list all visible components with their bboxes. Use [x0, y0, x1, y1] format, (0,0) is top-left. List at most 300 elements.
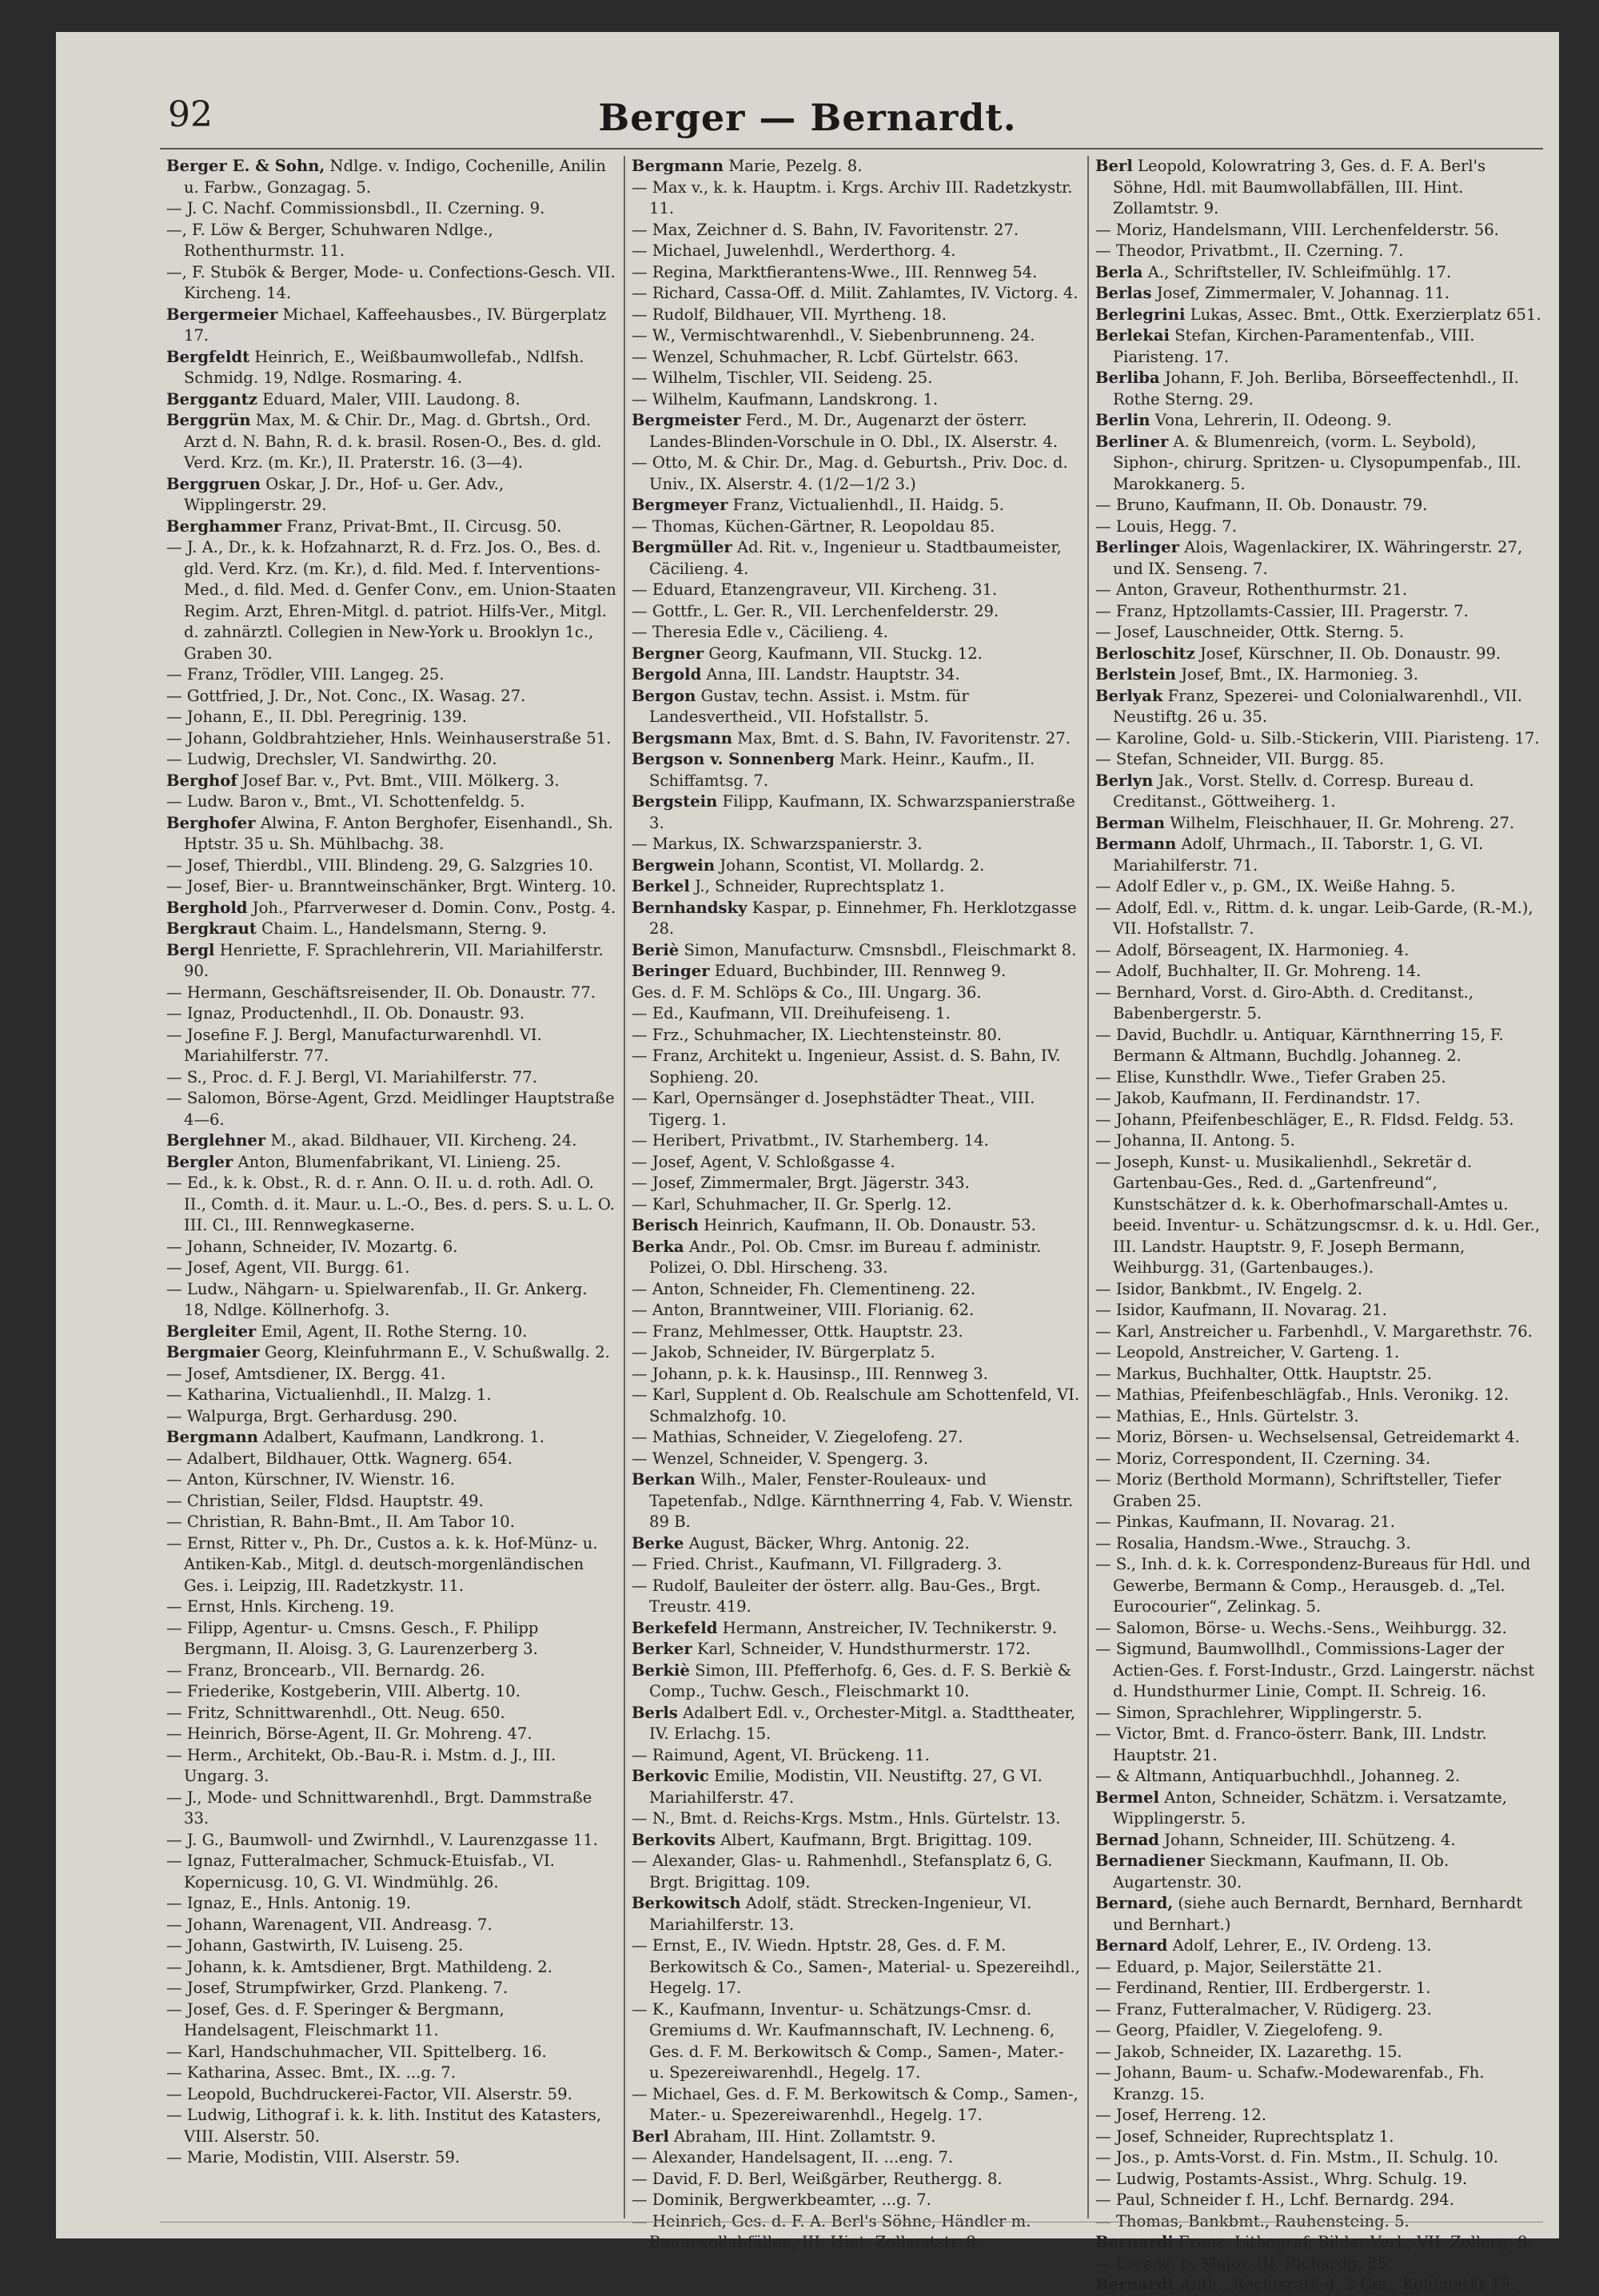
- entry-surname: Bergkraut: [166, 919, 257, 938]
- entry-details: — Isidor, Kaufmann, II. Novarag. 21.: [1095, 1301, 1387, 1319]
- entry-details: — Josef, Zimmermaler, Brgt. Jägerstr. 343.: [632, 1174, 970, 1192]
- entry-details: Heinrich, Kaufmann, II. Ob. Donaustr. 53.: [699, 1216, 1036, 1234]
- entry-details: — Otto, M. & Chir. Dr., Mag. d. Geburtsh., Priv. Doc. d. Univ., IX. Alserstr. 4. (1/2—1/2 3.): [632, 453, 1068, 493]
- entry-details: — Karl, Anstreicher u. Farbenhdl., V. Margarethstr. 76.: [1095, 1321, 1533, 1341]
- entry-details: — Marie, Modistin, VIII. Alserstr. 59.: [166, 2148, 461, 2166]
- directory-entry: [632, 1830, 1081, 1852]
- directory-entry: [1095, 2274, 1545, 2296]
- directory-entry: [632, 622, 1081, 644]
- entry-details: — & Altmann, Antiquarbuchhdl., Johanneg. 2.: [1095, 1767, 1461, 1785]
- directory-entry: [1095, 1427, 1545, 1449]
- directory-entry: [166, 1003, 617, 1025]
- entry-surname: Bernhandsky: [632, 898, 748, 917]
- entry-details: — Wenzel, Schneider, V. Spengerg. 3.: [632, 1449, 929, 1468]
- directory-entry: [632, 1935, 1081, 1999]
- entry-surname: Berke: [632, 1533, 684, 1553]
- entry-details: Alois, Wagenlackirer, IX. Währingerstr. 27, und IX. Senseng. 7.: [1113, 538, 1523, 578]
- directory-entry: [632, 1554, 1081, 1576]
- entry-surname: Berlstein: [1095, 665, 1177, 684]
- entry-details: Franz, Spezerei- und Colonialwarenhdl., VII. Neustiftg. 26 u. 35.: [1113, 686, 1522, 726]
- entry-details: — Friederike, Kostgeberin, VIII. Albertg. 10.: [166, 1682, 520, 1700]
- entry-surname: Bergsmann: [632, 728, 733, 747]
- directory-entry: [166, 1512, 617, 1533]
- directory-entry: [632, 410, 1081, 452]
- directory-entry: [1095, 537, 1545, 580]
- entry-details: Anna, III. Landstr. Hauptstr. 34.: [701, 665, 960, 684]
- directory-entry: [1095, 1724, 1545, 1766]
- directory-entry: [632, 1173, 1081, 1194]
- entry-surname: Berlyn: [1095, 771, 1154, 790]
- entry-details: Abraham, III. Hint. Zollamtstr. 9.: [668, 2127, 936, 2146]
- directory-entry: [166, 855, 617, 877]
- directory-entry: [166, 898, 617, 919]
- entry-details: — Wilhelm, Kaufmann, Landskrong. 1.: [632, 389, 939, 409]
- directory-entry: [632, 1639, 1081, 1660]
- entry-details: Johann, Schneider, III. Schützeng. 4.: [1159, 1830, 1456, 1849]
- directory-entry: [632, 1999, 1081, 2084]
- directory-entry: [632, 2147, 1081, 2169]
- directory-entry: [166, 156, 617, 198]
- directory-entry: [632, 1364, 1081, 1385]
- entry-details: — Josef, Herreng. 12.: [1095, 2106, 1266, 2124]
- entry-details: — Rudolf, Bauleiter der österr. allg. Bau-Ges., Brgt. Treustr. 419.: [632, 1576, 1041, 1616]
- directory-entry: [632, 495, 1081, 516]
- directory-entry: [166, 1830, 617, 1852]
- entry-details: — Gottfr., L. Ger. R., VII. Lerchenfelderstr. 29.: [632, 601, 999, 620]
- column-1: [160, 156, 624, 2218]
- entry-details: — Karl, Schuhmacher, II. Gr. Sperlg. 12.: [632, 1194, 952, 1214]
- directory-entry: [632, 1088, 1081, 1130]
- entry-details: Stefan, Kirchen-Paramentenfab., VIII. Piaristeng. 17.: [1113, 326, 1475, 366]
- entry-details: Andr., Pol. Ob. Cmsr. im Bureau f. administr. Polizei, O. Dbl. Hirscheng. 33.: [649, 1237, 1042, 1277]
- entry-surname: Berger E. & Sohn,: [166, 157, 325, 175]
- directory-entry: [632, 156, 1081, 177]
- directory-entry: [632, 580, 1081, 601]
- directory-entry: [1095, 1999, 1545, 2021]
- directory-entry: [166, 728, 617, 750]
- directory-entry: [166, 198, 617, 220]
- directory-entry: [166, 1957, 617, 1979]
- entry-details: — Josef, Bier- u. Branntweinschänker, Brgt. Winterg. 10.: [166, 877, 616, 895]
- directory-entry: [166, 1449, 617, 1470]
- entry-surname: Berkovits: [632, 1830, 716, 1849]
- directory-entry: [1095, 813, 1545, 835]
- entry-details: Max, M. & Chir. Dr., Mag. d. Gbrtsh., Ord. Arzt d. N. Bahn, R. d. k. brasil. Rosen-O., Bes. d. gld. Verd. Krz. (m. Kr.), II. Praterstr. 16. (3—4).: [184, 411, 602, 472]
- entry-details: — Moriz, Börsen- u. Wechselsensal, Getreidemarkt 4.: [1095, 1428, 1521, 1446]
- entry-details: Emil, Agent, II. Rothe Sterng. 10.: [256, 1321, 528, 1341]
- entry-details: Josef, Bmt., IX. Harmonieg. 3.: [1176, 665, 1418, 684]
- entry-details: — Josef, Strumpfwirker, Grzd. Plankeng. 7.: [166, 1979, 508, 1997]
- entry-details: Karl, Schneider, V. Hundsthurmerstr. 172.: [692, 1640, 1031, 1658]
- directory-entry: [1095, 876, 1545, 898]
- entry-details: Adolf, Uhrmach., II. Taborstr. 1, G. VI. Mariahilferstr. 71.: [1113, 835, 1484, 875]
- directory-entry: [166, 1703, 617, 1724]
- entry-surname: Bergner: [632, 644, 704, 663]
- directory-entry: [1095, 1512, 1545, 1533]
- entry-surname: Bermel: [1095, 1788, 1159, 1807]
- directory-entry: [632, 664, 1081, 686]
- column-3: [1087, 156, 1551, 2294]
- entry-details: Chaim. L., Handelsmann, Sterng. 9.: [256, 919, 547, 938]
- directory-entry: [166, 940, 617, 983]
- entry-details: — Anton, Graveur, Rothenthurmstr. 21.: [1095, 580, 1408, 599]
- directory-page: [56, 32, 1559, 2294]
- entry-details: — Ignaz, E., Hnls. Antonig. 19.: [166, 1894, 412, 1912]
- entry-details: — Josefine F. J. Bergl, Manufacturwarenhdl. VI. Mariahilferstr. 77.: [166, 1025, 542, 1065]
- entry-surname: Berkiè: [632, 1660, 690, 1680]
- directory-entry: [632, 1766, 1081, 1808]
- entry-surname: Bergwein: [632, 855, 716, 875]
- directory-entry: [1095, 516, 1545, 538]
- entry-details: — Frz., Schuhmacher, IX. Liechtensteinstr. 80.: [632, 1025, 1003, 1044]
- entry-details: — Ferdinand, Rentier, III. Erdbergerstr. 1.: [1095, 1979, 1431, 1997]
- directory-entry: [632, 1279, 1081, 1301]
- directory-entry: [166, 1385, 617, 1406]
- directory-entry: [632, 601, 1081, 623]
- entry-surname: Berisch: [632, 1216, 700, 1234]
- entry-surname: Berkan: [632, 1470, 696, 1489]
- entry-details: — Rudolf, Bildhauer, VII. Myrtheng. 18.: [632, 305, 947, 324]
- directory-entry: [632, 1321, 1081, 1343]
- entry-details: Johann, F. Joh. Berliba, Börseeffectenhdl., II. Rothe Sterng. 29.: [1113, 369, 1520, 409]
- entry-surname: Berkel: [632, 877, 690, 895]
- directory-entry: [166, 262, 617, 305]
- entry-details: — Alexander, Handelsagent, II. ...eng. 7.: [632, 2148, 954, 2166]
- directory-entry: [1095, 220, 1545, 241]
- directory-entry: [632, 1427, 1081, 1449]
- entry-details: — Simon, Sprachlehrer, Wipplingerstr. 5.: [1095, 1703, 1422, 1722]
- entry-details: — Karl, Opernsänger d. Josephstädter Theat., VIII. Tigerg. 1.: [632, 1089, 1035, 1129]
- entry-details: — Paul, Schneider f. H., Lchf. Bernardg. 294.: [1095, 2190, 1454, 2209]
- entry-details: Joh., Pfarrverweser d. Domin. Conv., Postg. 4.: [247, 898, 616, 917]
- directory-entry: [1095, 2020, 1545, 2042]
- directory-entry: [166, 2084, 617, 2106]
- directory-entry: [632, 1300, 1081, 1321]
- entry-surname: Berggantz: [166, 389, 257, 409]
- header-rule: [160, 148, 1543, 149]
- directory-entry: [1095, 2042, 1545, 2063]
- entry-surname: Berghofer: [166, 813, 256, 832]
- entry-surname: Bergmann: [632, 157, 724, 175]
- entry-surname: Berghammer: [166, 516, 282, 536]
- directory-entry: [1095, 961, 1545, 983]
- entry-surname: Bergstein: [632, 792, 718, 811]
- entry-details: — W., Vermischtwarenhdl., V. Siebenbrunneng. 24.: [632, 326, 1035, 345]
- directory-entry: [632, 961, 1081, 983]
- entry-details: Georg, Kaufmann, VII. Stuckg. 12.: [704, 644, 983, 663]
- directory-entry: [632, 305, 1081, 326]
- directory-entry: [166, 919, 617, 940]
- directory-entry: [632, 1851, 1081, 1893]
- directory-entry: [632, 1025, 1081, 1046]
- entry-details: Michael, Kaffeehausbes., IV. Bürgerplatz 17.: [184, 305, 607, 345]
- entry-surname: Bergl: [166, 940, 215, 959]
- entry-details: — Johann, p. k. k. Hausinsp., III. Rennweg 3.: [632, 1364, 988, 1383]
- directory-entry: [632, 749, 1081, 791]
- directory-entry: [166, 1342, 617, 1364]
- entry-details: Adalbert Edl. v., Orchester-Mitgl. a. Stadttheater, IV. Erlachg. 15.: [649, 1703, 1076, 1743]
- directory-entry: [1095, 2254, 1545, 2275]
- directory-entry: [1095, 1130, 1545, 1152]
- directory-entry: [632, 791, 1081, 834]
- entry-surname: Berl: [632, 2127, 669, 2146]
- entry-details: Vona, Lehrerin, II. Odeong. 9.: [1150, 411, 1392, 429]
- entry-details: — Ernst, Ritter v., Ph. Dr., Custos a. k. k. Hof-Münz- u. Antiken-Kab., Mitgl. d. deutsch-morgenländischen Ges. i. Leipzig, III. Radetzkystr. 11.: [166, 1533, 598, 1595]
- entry-surname: Berka: [632, 1237, 684, 1256]
- entry-surname: Berghold: [166, 898, 248, 917]
- running-title: Berger — Bernardt.: [598, 96, 1017, 139]
- entry-surname: Berla: [1095, 262, 1143, 281]
- directory-entry: [166, 1618, 617, 1660]
- entry-details: — Anton, Kürschner, IV. Wienstr. 16.: [166, 1470, 456, 1489]
- entry-details: — Anton, Branntweiner, VIII. Florianig. 62.: [632, 1301, 975, 1319]
- entry-details: — Salomon, Börse- u. Wechs.-Sens., Weihburgg. 32.: [1095, 1618, 1507, 1637]
- directory-entry: [1095, 771, 1545, 813]
- directory-entry: [632, 1533, 1081, 1555]
- directory-entry: [166, 1999, 617, 2042]
- directory-entry: [632, 1130, 1081, 1152]
- directory-entry: [632, 177, 1081, 220]
- entry-surname: Bergson v. Sonnenberg: [632, 750, 835, 768]
- directory-entry: [1095, 495, 1545, 516]
- entry-details: — Jakob, Kaufmann, II. Ferdinandstr. 17.: [1095, 1089, 1421, 1107]
- entry-details: — Markus, IX. Schwarzspanierstr. 3.: [632, 835, 923, 853]
- directory-entry: [166, 1915, 617, 1936]
- directory-entry: [1095, 1088, 1545, 1110]
- directory-entry: [1095, 1639, 1545, 1703]
- directory-entry: [1095, 1364, 1545, 1385]
- entry-details: Adolf, städt. Strecken-Ingenieur, VI. Mariahilferstr. 13.: [649, 1894, 1032, 1934]
- directory-entry: [166, 305, 617, 347]
- directory-entry: [632, 537, 1081, 580]
- entry-details: — Johann, k. k. Amtsdiener, Brgt. Mathildeng. 2.: [166, 1957, 552, 1976]
- directory-entry: [632, 2127, 1081, 2148]
- entry-details: — Leopold, Buchdruckerei-Factor, VII. Alserstr. 59.: [166, 2084, 572, 2103]
- entry-details: Josef, Kürschner, II. Ob. Donaustr. 99.: [1194, 644, 1501, 663]
- entry-details: — Johann, Gastwirth, IV. Luiseng. 25.: [166, 1936, 464, 1955]
- entry-surname: Berglehner: [166, 1131, 266, 1150]
- directory-entry: [166, 664, 617, 686]
- directory-entry: [632, 876, 1081, 898]
- entry-surname: Berlyak: [1095, 686, 1163, 705]
- column-2: [624, 156, 1087, 2251]
- directory-entry: [1095, 1957, 1545, 1979]
- entry-details: — Michael, Ges. d. F. M. Berkowitsch & Comp., Samen-, Mater.- u. Spezereiwarenhdl., Hegelg. 17.: [632, 2084, 1079, 2124]
- directory-entry: [1095, 2127, 1545, 2148]
- entry-details: Leopold, Kolowratring 3, Ges. d. F. A. Berl's Söhne, Hdl. mit Baumwollabfällen, III. Hint. Zollamtstr. 9.: [1113, 157, 1486, 217]
- entry-details: — J. C. Nachf. Commissionsbdl., II. Czerning. 9.: [166, 199, 545, 217]
- directory-entry: [632, 1449, 1081, 1470]
- entry-details: — Wilhelm, Tischler, VII. Seideng. 25.: [632, 369, 933, 387]
- entry-details: Max, Bmt. d. S. Bahn, IV. Favoritenstr. 27.: [732, 728, 1071, 747]
- entry-details: J., Schneider, Ruprechtsplatz 1.: [689, 877, 945, 895]
- entry-details: Anth., Rechtsrath d. 2 Ger., Kohlmarkt 15.: [1174, 2275, 1516, 2294]
- entry-details: — J. G., Baumwoll- und Zwirnhdl., V. Laurenzgasse 11.: [166, 1830, 598, 1849]
- directory-entry: [166, 516, 617, 538]
- entry-surname: Beringer: [632, 962, 710, 980]
- entry-details: — Josef, Ges. d. F. Speringer & Bergmann, Handelsagent, Fleischmarkt 11.: [166, 1999, 504, 2039]
- directory-entry: [632, 1893, 1081, 1935]
- entry-details: — J., Mode- und Schnittwarenhdl., Brgt. Dammstraße 33.: [166, 1788, 592, 1828]
- directory-entry: [632, 1215, 1081, 1237]
- directory-entry: [1095, 2105, 1545, 2127]
- directory-entry: [632, 1003, 1081, 1025]
- entry-details: — J. A., Dr., k. k. Hofzahnarzt, R. d. Frz. Jos. O., Bes. d. gld. Verd. Krz. (m. Kr.), d. fild. Med. f. Interventions-Med., d. fild. Med. d. Genfer Conv., em. Union-Staaten Regim. Arzt, Ehren-Mitgl. d. patriot. Hilfs-Ver., Mitgl. d. zahnärztl. Collegien in New-York u. Brooklyn 1c., Graben 30.: [166, 538, 616, 663]
- entry-details: — Max v., k. k. Hauptm. i. Krgs. Archiv III. Radetzkystr. 11.: [632, 177, 1073, 217]
- entry-details: Wilhelm, Fleischhauer, II. Gr. Mohreng. 27.: [1165, 813, 1515, 832]
- entry-details: Franz, Victualienhdl., II. Haidg. 5.: [728, 496, 1004, 514]
- directory-entry: [1095, 664, 1545, 686]
- directory-entry: [166, 220, 617, 262]
- entry-details: — Jos., p. Amts-Vorst. d. Fin. Mstm., II. Schulg. 10.: [1095, 2148, 1499, 2166]
- entry-surname: Bernardt: [1095, 2275, 1175, 2294]
- entry-details: — Johann, Pfeifenbeschläger, E., R. Fldsd. Feldg. 53.: [1095, 1110, 1514, 1129]
- entry-surname: Berl: [1095, 157, 1133, 175]
- columns: [160, 156, 1551, 2294]
- entry-details: Marie, Pezelg. 8.: [723, 157, 863, 175]
- entry-details: Johann, Scontist, VI. Mollardg. 2.: [715, 855, 985, 875]
- entry-details: — Adalbert, Bildhauer, Ottk. Wagnerg. 654.: [166, 1449, 512, 1468]
- directory-entry: [166, 876, 617, 898]
- directory-entry: [1095, 368, 1545, 410]
- directory-entry: [1095, 305, 1545, 326]
- directory-entry: [632, 1194, 1081, 1216]
- directory-entry: [166, 1279, 617, 1321]
- entry-details: Georg, Kleinfuhrmann E., V. Schußwallg. 2.: [259, 1343, 610, 1361]
- entry-surname: Bergold: [632, 665, 702, 684]
- directory-entry: [1095, 1830, 1545, 1852]
- entry-surname: Bergler: [166, 1152, 233, 1171]
- entry-details: Josef Bar. v., Pvt. Bmt., VIII. Mölkerg. 3.: [237, 771, 560, 790]
- entry-details: — S., Proc. d. F. J. Bergl, VI. Mariahilferstr. 77.: [166, 1067, 537, 1086]
- directory-entry: [166, 1533, 617, 1597]
- entry-details: — Johann, Baum- u. Schafw.-Modewarenfab., Fh. Kranzg. 15.: [1095, 2063, 1485, 2103]
- entry-details: Heinrich, E., Weißbaumwollefab., Ndlfsh. Schmidg. 19, Ndlge. Rosmaring. 4.: [184, 347, 584, 387]
- entry-surname: Berlin: [1095, 411, 1150, 429]
- entry-surname: Berlas: [1095, 284, 1152, 302]
- directory-entry: [1095, 940, 1545, 962]
- directory-entry: [166, 410, 617, 474]
- entry-details: Emilie, Modistin, VII. Neustiftg. 27, G VI. Mariahilferstr. 47.: [649, 1767, 1043, 1807]
- entry-details: — Lorenz, p. Major, III. Richardg. 25.: [1095, 2254, 1393, 2273]
- directory-entry: [1095, 1533, 1545, 1555]
- directory-entry: [632, 1385, 1081, 1427]
- directory-entry: [632, 389, 1081, 411]
- entry-details: — Franz, Architekt u. Ingenieur, Assist. d. S. Bahn, IV. Sophieng. 20.: [632, 1046, 1061, 1086]
- entry-details: Kaspar, p. Einnehmer, Fh. Herklotzgasse 28.: [649, 898, 1077, 938]
- directory-entry: [1095, 1893, 1545, 1935]
- directory-entry: [1095, 1321, 1545, 1343]
- directory-entry: [1095, 1385, 1545, 1406]
- entry-details: — Jakob, Schneider, IV. Bürgerplatz 5.: [632, 1343, 935, 1361]
- entry-details: — Louis, Hegg. 7.: [1095, 516, 1237, 536]
- entry-details: August, Bäcker, Whrg. Antonig. 22.: [684, 1533, 970, 1553]
- entry-details: — N., Bmt. d. Reichs-Krgs. Mstm., Hnls. Gürtelstr. 13.: [632, 1809, 1061, 1828]
- entry-details: — Johann, Goldbrahtzieher, Hnls. Weinhauserstraße 51.: [166, 728, 612, 747]
- directory-entry: [632, 325, 1081, 347]
- directory-entry: [1095, 1935, 1545, 1957]
- directory-entry: [166, 1152, 617, 1174]
- entry-details: — Johanna, II. Antong. 5.: [1095, 1131, 1295, 1150]
- entry-details: — Karl, Handschuhmacher, VII. Spittelberg. 16.: [166, 2042, 547, 2061]
- entry-details: — Thomas, Küchen-Gärtner, R. Leopoldau 85.: [632, 516, 995, 536]
- directory-entry: [632, 983, 1081, 1004]
- entry-details: Gustav, techn. Assist. i. Mstm. für Landesvertheid., VII. Hofstallstr. 5.: [649, 686, 969, 726]
- directory-entry: [1095, 325, 1545, 368]
- entry-surname: Berliba: [1095, 369, 1160, 387]
- entry-surname: Bernadiener: [1095, 1852, 1205, 1870]
- directory-entry: [632, 644, 1081, 665]
- entry-details: Anton, Schneider, Schätzm. i. Versatzamte, Wipplingerstr. 5.: [1113, 1788, 1507, 1828]
- entry-surname: Bernardi: [1095, 2233, 1174, 2251]
- entry-details: — Hermann, Geschäftsreisender, II. Ob. Donaustr. 77.: [166, 983, 596, 1002]
- entry-details: — Theodor, Privatbmt., II. Czerning. 7.: [1095, 241, 1404, 260]
- entry-details: Eduard, Buchbinder, III. Rennweg 9.: [709, 962, 1007, 980]
- directory-entry: [632, 2169, 1081, 2190]
- entry-details: — Pinkas, Kaufmann, II. Novarag. 21.: [1095, 1513, 1395, 1531]
- entry-details: — Franz, Hptzollamts-Cassier, III. Pragerstr. 7.: [1095, 601, 1469, 620]
- entry-details: Franz, Lithograf, Bilder-Verl., VII. Zollerg. 9.: [1173, 2233, 1533, 2251]
- entry-details: M., akad. Bildhauer, VII. Kircheng. 24.: [265, 1131, 577, 1150]
- directory-entry: [1095, 728, 1545, 750]
- entry-details: — Eduard, Etanzengraveur, VII. Kircheng. 31.: [632, 580, 998, 599]
- entry-details: — Mathias, Schneider, V. Ziegelofeng. 27.: [632, 1428, 963, 1446]
- directory-entry: [632, 347, 1081, 369]
- directory-entry: [1095, 983, 1545, 1025]
- directory-entry: [166, 1321, 617, 1343]
- entry-details: — Christian, Seiler, Fldsd. Hauptstr. 49.: [166, 1491, 484, 1510]
- directory-entry: [632, 452, 1081, 495]
- directory-entry: [166, 2042, 617, 2063]
- entry-details: — Richard, Cassa-Off. d. Milit. Zahlamtes, IV. Victorg. 4.: [632, 284, 1079, 302]
- directory-entry: [1095, 1300, 1545, 1321]
- directory-entry: [632, 855, 1081, 877]
- entry-details: Ferd., M. Dr., Augenarzt der österr. Landes-Blinden-Vorschule in O. Dbl., IX. Alserstr. 4.: [649, 411, 1059, 451]
- entry-details: — Josef, Amtsdiener, IX. Bergg. 41.: [166, 1364, 446, 1383]
- entry-details: Ges. d. F. M. Schlöps & Co., III. Ungarg. 36.: [632, 983, 982, 1002]
- entry-surname: Bergon: [632, 686, 696, 705]
- directory-entry: [1095, 2169, 1545, 2190]
- directory-entry: [632, 2190, 1081, 2211]
- directory-entry: [1095, 283, 1545, 305]
- directory-entry: [166, 1724, 617, 1745]
- directory-entry: [166, 1596, 617, 1618]
- directory-entry: [166, 771, 617, 792]
- directory-entry: [632, 262, 1081, 284]
- entry-details: — Sigmund, Baumwollhdl., Commissions-Lager der Actien-Ges. f. Forst-Industr., Grzd. Laingerstr. nächst d. Hundsthurmer Linie, Compt. II. Schreig. 16.: [1095, 1640, 1535, 1700]
- entry-details: — Fritz, Schnittwarenhdl., Ott. Neug. 650.: [166, 1703, 505, 1722]
- entry-surname: Bergmeyer: [632, 496, 728, 514]
- directory-entry: [632, 834, 1081, 855]
- entry-details: — Eduard, p. Major, Seilerstätte 21.: [1095, 1957, 1382, 1976]
- entry-surname: Bernard,: [1095, 1894, 1174, 1912]
- directory-entry: [632, 1046, 1081, 1088]
- entry-details: — Elise, Kunsthdlr. Wwe., Tiefer Graben 25.: [1095, 1067, 1446, 1086]
- entry-details: — Ed., k. k. Obst., R. d. r. Ann. O. II. u. d. roth. Adl. O. II., Comth. d. it. Maur. u. L.-O., Bes. d. pers. S. u. L. O. III. Cl., III. Rennwegkaserne.: [166, 1174, 616, 1234]
- directory-entry: [166, 1935, 617, 1957]
- directory-entry: [632, 1152, 1081, 1174]
- directory-entry: [632, 2084, 1081, 2127]
- entry-details: — Ernst, Hnls. Kircheng. 19.: [166, 1597, 395, 1616]
- directory-entry: [166, 813, 617, 855]
- entry-details: — Ludwig, Postamts-Assist., Whrg. Schulg. 19.: [1095, 2169, 1468, 2188]
- directory-entry: [1095, 1025, 1545, 1067]
- directory-entry: [1095, 1152, 1545, 1279]
- entry-surname: Berggrün: [166, 411, 251, 429]
- entry-surname: Berkowitsch: [632, 1894, 741, 1912]
- directory-entry: [1095, 686, 1545, 728]
- entry-surname: Bergmaier: [166, 1343, 260, 1361]
